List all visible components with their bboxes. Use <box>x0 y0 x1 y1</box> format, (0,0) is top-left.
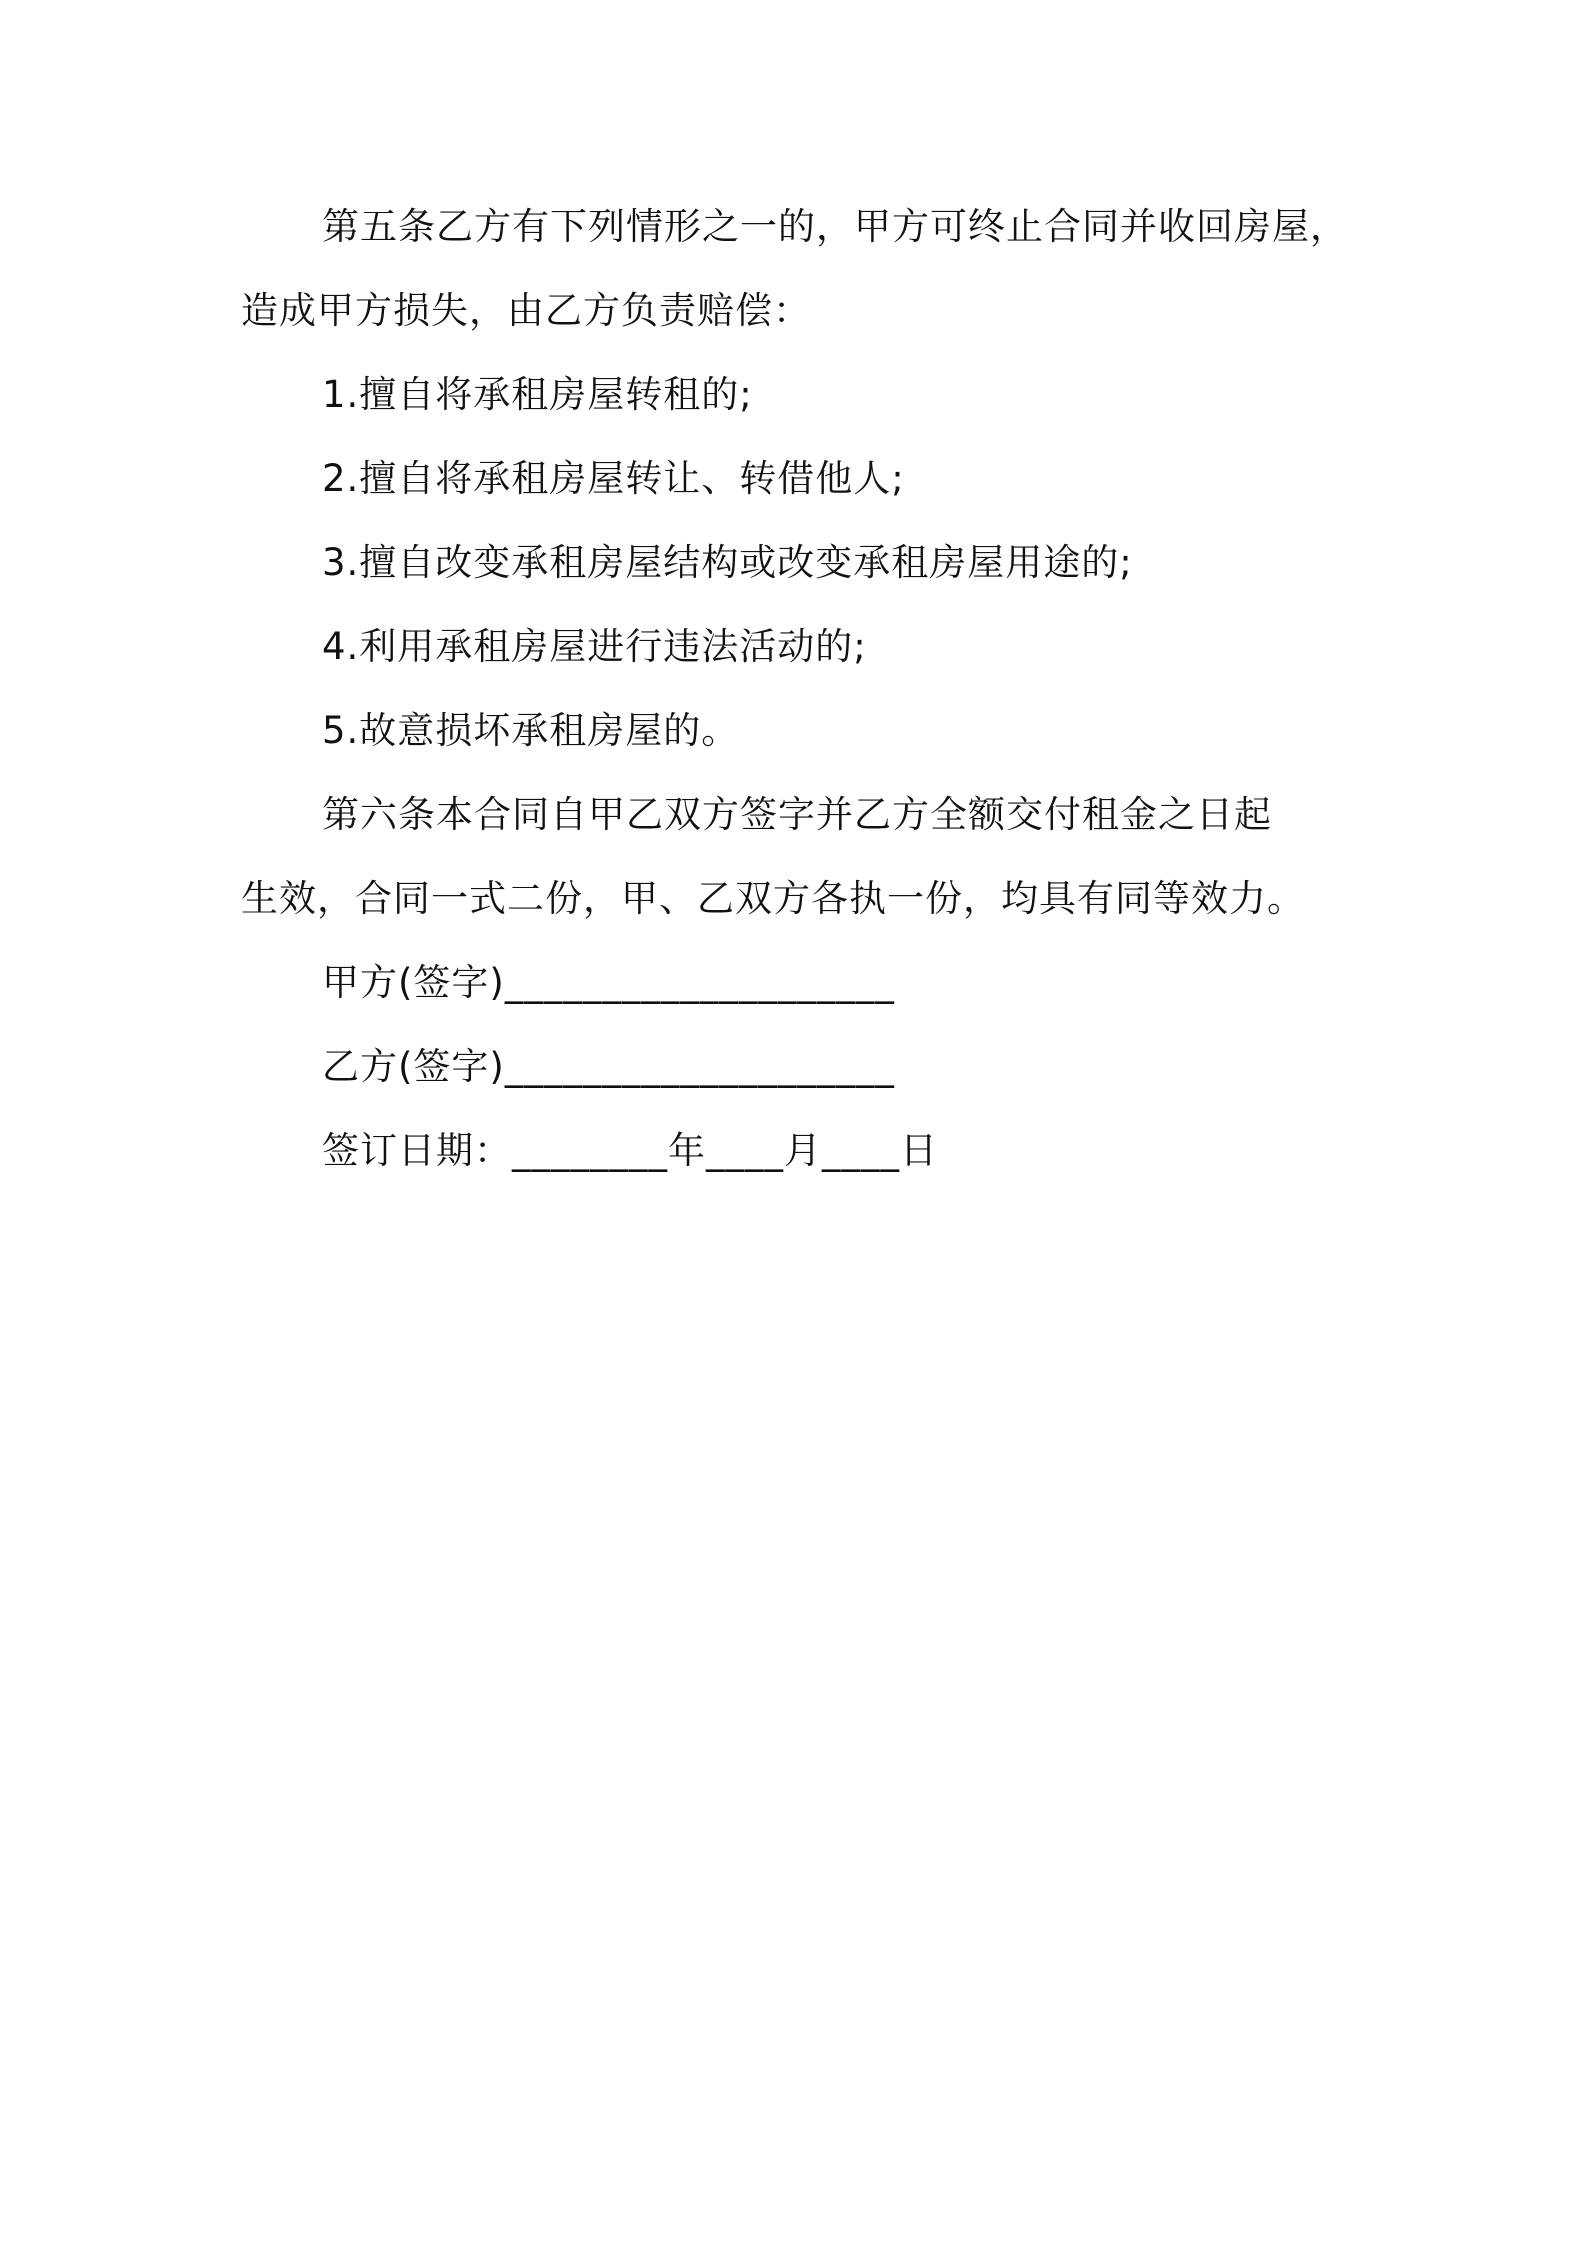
list-item: 5.故意损坏承租房屋的。 <box>322 709 740 752</box>
article-5-line-2: 造成甲方损失，由乙方负责赔偿： <box>241 289 811 332</box>
list-item: 3.擅自改变承租房屋结构或改变承租房屋用途的; <box>322 541 1133 584</box>
list-item: 2.擅自将承租房屋转让、转借他人; <box>322 457 905 500</box>
signing-date-line: 签订日期：________年____月____日 <box>322 1129 938 1172</box>
article-6-line-1: 第六条本合同自甲乙双方签字并乙方全额交付租金之日起 <box>322 793 1272 836</box>
party-a-signature-line: 甲方(签字)____________________ <box>322 961 895 1004</box>
party-b-signature-line: 乙方(签字)____________________ <box>322 1045 895 1088</box>
article-5-line-1: 第五条乙方有下列情形之一的，甲方可终止合同并收回房屋， <box>322 205 1348 248</box>
list-item: 1.擅自将承租房屋转租的; <box>322 373 753 416</box>
list-item: 4.利用承租房屋进行违法活动的; <box>322 625 867 668</box>
article-6-line-2: 生效，合同一式二份，甲、乙双方各执一份，均具有同等效力。 <box>241 877 1305 920</box>
